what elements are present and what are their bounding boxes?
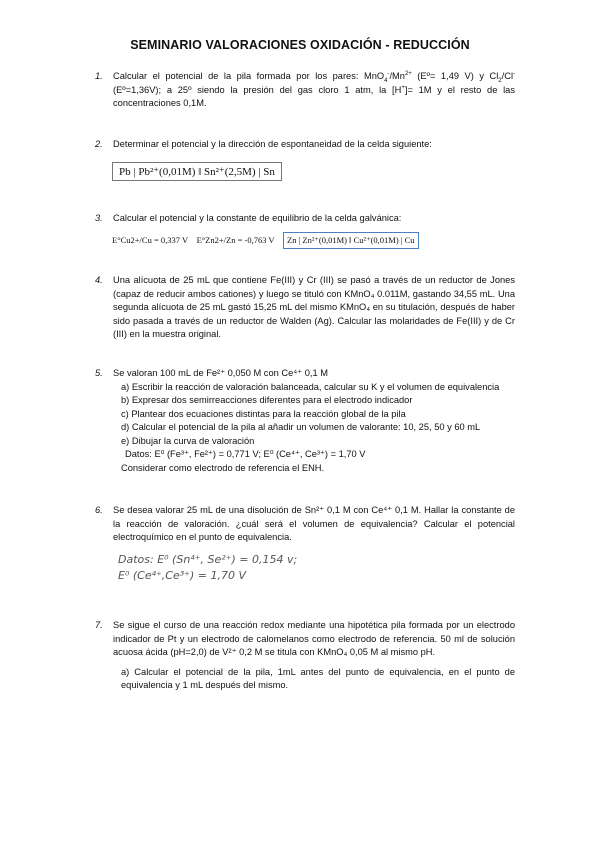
item-b: b) Expresar dos semirreacciones diferentes para el electrodo indicador	[121, 395, 413, 405]
data-line-2: E⁰ (Ce⁴⁺,Ce³⁺) = 1,70 V	[118, 569, 246, 582]
item-e: e) Dibujar la curva de valoración	[121, 435, 255, 446]
question-number: 5.	[95, 368, 103, 378]
question-text: Calcular el potencial de la pila formada por los pares: $MnO_4^-/Mn^{2+}$ (Eº= 1,49 V) y $Cl_2/Cl^-$ (Eº=1,36V); a 25º siendo la presión del gas cloro 1 atm, la [H+]= 1M y el resto de las concentraciones 0,1M.	[113, 70, 516, 108]
question-number: 2.	[95, 139, 103, 149]
standard-potential-zn: E°Zn2+/Zn = -0,763 V	[196, 235, 275, 245]
question-number: 1.	[95, 71, 103, 81]
data-line: Datos: E⁰ (Fe³⁺, Fe²⁺) = 0,771 V; E⁰ (Ce⁴⁺, Ce³⁺) = 1,70 V	[125, 449, 366, 459]
question-2	[95, 138, 515, 152]
cell-notation: Pb | Pb²⁺(0,01M) ‖ Sn²⁺(2,5M) | Sn	[112, 162, 282, 181]
item-c: c) Plantear dos ecuaciones distintas para la reacción global de la pila	[121, 408, 406, 419]
question-number: 4.	[95, 275, 103, 285]
galvanic-data	[112, 230, 419, 249]
question-text: Se desea valorar 25 mL de una disolución de Sn²⁺ 0,1 M con Ce⁴⁺ 0,1 M. Hallar la constante de la reacción de valoración. ¿cuál será el volumen de equivalencia? Calcular el potencial electroquímico en el punto de equivalencia.	[113, 505, 515, 542]
question-5	[95, 367, 515, 475]
question-text: Se sigue el curso de una reacción redox mediante una hipotética pila formada por un electrodo indicador de Pt y un electrodo de calomelanos como electrodo de referencia. 50 ml de solución acuosa ácida (pH=2,0) de V²⁺ 0,2 M se titula con KMnO₄ 0,05 M al mismo pH.	[113, 620, 515, 657]
question-7	[95, 619, 515, 693]
cell-notation-box	[112, 162, 282, 181]
question-number: 6.	[95, 505, 103, 515]
question-intro: Se valoran 100 mL de Fe²⁺ 0,050 M con Ce⁴⁺ 0,1 M	[113, 368, 329, 378]
question-4	[95, 274, 515, 342]
galvanic-cell-notation: Zn | Zn²⁺(0,01M) ‖ Cu²⁺(0,01M) | Cu	[283, 232, 419, 249]
reference-note: Considerar como electrodo de referencia el ENH.	[121, 462, 325, 473]
item-a: a) Calcular el potencial de la pila, 1mL antes del punto de equivalencia, en el punto de equivalencia y 1 mL después del mismo.	[121, 666, 515, 690]
q6-data	[118, 552, 297, 584]
question-6	[95, 504, 515, 545]
data-line-1: Datos: E⁰ (Sn⁴⁺, Se²⁺) = 0,154 v;	[118, 553, 298, 566]
question-text: Calcular el potencial y la constante de equilibrio de la celda galvánica:	[113, 213, 402, 223]
question-1	[95, 70, 515, 111]
question-number: 7.	[95, 620, 103, 630]
page-title: SEMINARIO VALORACIONES OXIDACIÓN - REDUCCIÓN	[130, 38, 470, 52]
question-3	[95, 212, 515, 226]
item-a: a) Escribir la reacción de valoración balanceada, calcular su K y el volumen de equivalencia	[121, 381, 500, 392]
question-text: Una alícuota de 25 mL que contiene Fe(III) y Cr (III) se pasó a través de un reductor de Jones (capaz de reducir ambos cationes) y luego se tituló con KMnO₄ 0.011M, gastando 34,55 mL. Una segunda alícuota de 25 mL gastó 15,25 mL del mismo KMnO₄ en su titulación, después de haber sido pasada a través de un reductor de Walden (Ag). Calcular las molaridades de Fe(III) y de Cr (III) en la muestra original.	[113, 275, 515, 339]
item-d: d) Calcular el potencial de la pila al añadir un volumen de valorante: 10, 25, 50 y 60 mL	[121, 422, 481, 432]
standard-potential-cu: E°Cu2+/Cu = 0,337 V	[112, 235, 189, 245]
question-text: Determinar el potencial y la dirección de espontaneidad de la celda siguiente:	[113, 139, 432, 149]
question-number: 3.	[95, 213, 103, 223]
